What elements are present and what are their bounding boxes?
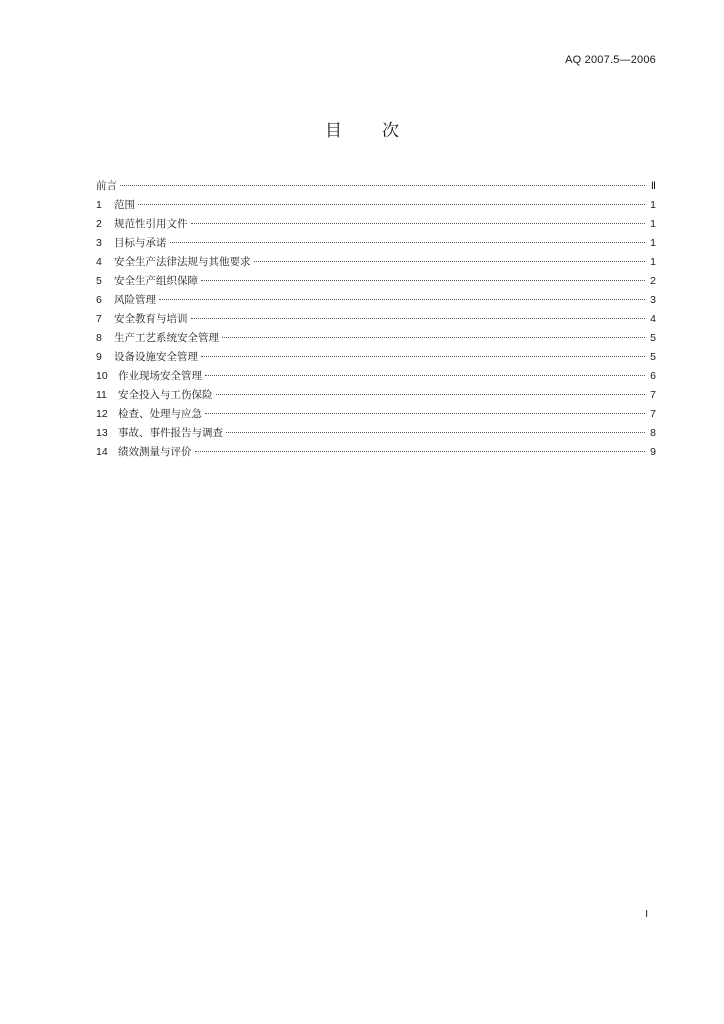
toc-page-number: 7 xyxy=(650,408,656,420)
title-part-1: 目 xyxy=(325,121,342,141)
toc-entry-2[interactable] xyxy=(96,215,656,234)
table-of-contents xyxy=(96,177,656,462)
toc-page-number: 7 xyxy=(650,389,656,401)
toc-label: 作业现场安全管理 xyxy=(118,370,202,382)
toc-entry-10[interactable] xyxy=(96,367,656,386)
toc-page-number: 3 xyxy=(650,294,656,306)
toc-entry-14[interactable] xyxy=(96,443,656,462)
toc-entry-6[interactable] xyxy=(96,291,656,310)
toc-entry-8[interactable] xyxy=(96,329,656,348)
toc-leader-dots xyxy=(254,261,646,262)
toc-entry-4[interactable] xyxy=(96,253,656,272)
toc-number: 2 xyxy=(96,218,102,230)
toc-entry-foreword[interactable] xyxy=(96,177,656,196)
toc-leader-dots xyxy=(120,185,645,186)
toc-number: 3 xyxy=(96,237,102,249)
toc-label: 安全生产组织保障 xyxy=(114,275,198,287)
footer-page-number: I xyxy=(645,909,648,920)
toc-leader-dots xyxy=(201,356,645,357)
toc-number: 11 xyxy=(96,389,107,401)
toc-page-number: 9 xyxy=(650,446,656,458)
toc-page-number: 8 xyxy=(650,427,656,439)
toc-entry-1[interactable] xyxy=(96,196,656,215)
toc-number: 5 xyxy=(96,275,102,287)
toc-page-number: 1 xyxy=(650,256,656,268)
toc-label: 规范性引用文件 xyxy=(114,218,188,230)
toc-page-number: 6 xyxy=(650,370,656,382)
toc-number: 10 xyxy=(96,370,108,382)
toc-entry-13[interactable] xyxy=(96,424,656,443)
toc-page-number: 1 xyxy=(650,237,656,249)
toc-label: 安全生产法律法规与其他要求 xyxy=(114,256,251,268)
toc-label: 安全教育与培训 xyxy=(114,313,188,325)
toc-entry-5[interactable] xyxy=(96,272,656,291)
toc-leader-dots xyxy=(195,451,646,452)
toc-page-number: 5 xyxy=(650,351,656,363)
toc-leader-dots xyxy=(191,318,646,319)
toc-leader-dots xyxy=(226,432,645,433)
toc-page-number: 2 xyxy=(650,275,656,287)
toc-label: 设备设施安全管理 xyxy=(114,351,198,363)
page-title xyxy=(0,116,724,141)
toc-page-number: 1 xyxy=(650,218,656,230)
toc-label: 安全投入与工伤保险 xyxy=(118,389,213,401)
toc-entry-9[interactable] xyxy=(96,348,656,367)
toc-label: 事故、事件报告与调查 xyxy=(118,427,223,439)
toc-page-number: Ⅱ xyxy=(650,180,656,192)
toc-entry-11[interactable] xyxy=(96,386,656,405)
toc-entry-3[interactable] xyxy=(96,234,656,253)
toc-label: 绩效测量与评价 xyxy=(118,446,192,458)
toc-leader-dots xyxy=(159,299,645,300)
toc-entry-7[interactable] xyxy=(96,310,656,329)
toc-leader-dots xyxy=(170,242,646,243)
toc-number: 12 xyxy=(96,408,108,420)
toc-entry-12[interactable] xyxy=(96,405,656,424)
toc-page-number: 5 xyxy=(650,332,656,344)
standard-code: AQ 2007.5—2006 xyxy=(565,54,656,66)
toc-number: 1 xyxy=(96,199,102,211)
toc-number: 6 xyxy=(96,294,102,306)
toc-leader-dots xyxy=(222,337,645,338)
toc-page-number: 1 xyxy=(650,199,656,211)
toc-number: 4 xyxy=(96,256,102,268)
toc-label: 检查、处理与应急 xyxy=(118,408,202,420)
toc-label: 生产工艺系统安全管理 xyxy=(114,332,219,344)
toc-number: 9 xyxy=(96,351,102,363)
toc-leader-dots xyxy=(138,204,645,205)
toc-number: 8 xyxy=(96,332,102,344)
toc-leader-dots xyxy=(216,394,646,395)
toc-leader-dots xyxy=(201,280,645,281)
toc-leader-dots xyxy=(205,375,645,376)
toc-number: 7 xyxy=(96,313,102,325)
toc-leader-dots xyxy=(191,223,646,224)
toc-label: 范围 xyxy=(114,199,135,211)
toc-page-number: 4 xyxy=(650,313,656,325)
toc-leader-dots xyxy=(205,413,645,414)
toc-label: 风险管理 xyxy=(114,294,156,306)
toc-label: 前言 xyxy=(96,180,117,192)
toc-number: 13 xyxy=(96,427,108,439)
toc-label: 目标与承诺 xyxy=(114,237,167,249)
title-part-2: 次 xyxy=(382,121,399,141)
toc-number: 14 xyxy=(96,446,108,458)
